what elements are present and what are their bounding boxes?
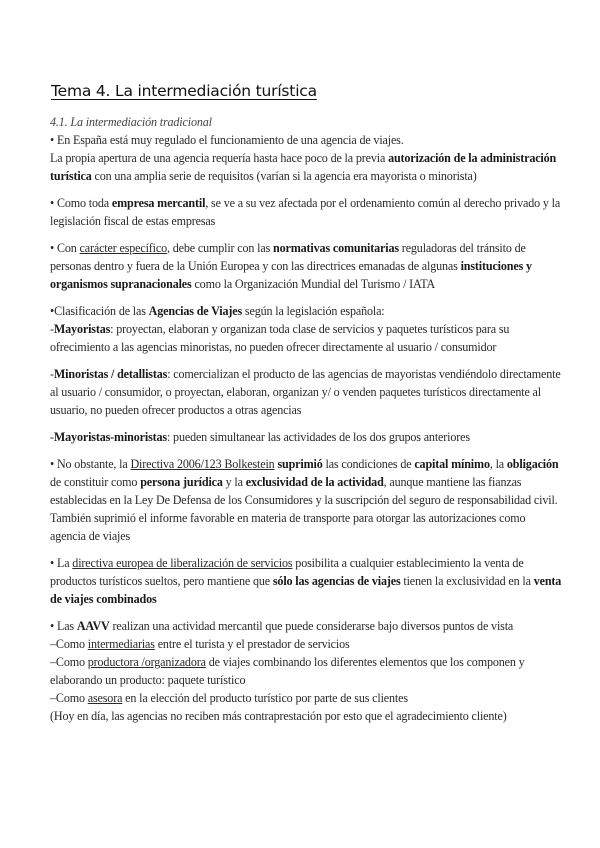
paragraph-minoristas <box>50 365 562 419</box>
text: - <box>50 322 54 336</box>
page-title: Tema 4. La intermediación turística <box>51 82 317 100</box>
text: , la <box>489 457 507 471</box>
text: de constituir como <box>50 475 141 489</box>
text: realizan una actividad mercantil que puede considerarse bajo diversos puntos de vista <box>109 619 514 633</box>
paragraph-liberalization <box>50 554 562 608</box>
text: • Como toda <box>50 196 112 210</box>
text: •Clasificación de las <box>50 304 149 318</box>
underlined-text: directiva europea de liberalización de servicios <box>72 556 293 570</box>
text: La propia apertura de una agencia requería hasta hace poco de la previa <box>50 151 389 165</box>
text: (Hoy en día, las agencias no reciben más contraprestación por esto que el agradecimiento cliente) <box>50 709 507 723</box>
text: –Como <box>50 637 88 651</box>
text: - <box>50 367 54 381</box>
text: : comercializan el producto de las agencias de mayoristas vendiéndolo directamente al usuario / consumidor, o proyectan, elaboran, organizan y/ o venden paquetes turísticos directamente al usuario, no pueden ofrecer productos a otras agencias <box>50 367 561 417</box>
bold-text: empresa mercantil <box>111 196 206 210</box>
paragraph-regulation <box>50 131 562 185</box>
bold-text: suprimió <box>277 457 323 471</box>
bold-text: Minoristas / detallistas <box>53 367 168 381</box>
text: • En España está muy regulado el funcionamiento de una agencia de viajes. <box>50 133 404 147</box>
text: con una amplia serie de requisitos (varían si la agencia era mayorista o minorista) <box>91 169 477 183</box>
underlined-text: Directiva 2006/123 Bolkestein <box>130 457 275 471</box>
underlined-text: productora /organizadora <box>87 655 206 669</box>
text: - <box>50 430 54 444</box>
text: : proyectan, elaboran y organizan toda clase de servicios y paquetes turísticos para su ofrecimiento a las agencias minoristas, no pueden ofrecer directamente al usuario / consumidor <box>50 322 510 354</box>
bold-text: venta de viajes combinados <box>50 574 562 606</box>
text: : pueden simultanear las actividades de los dos grupos anteriores <box>166 430 470 444</box>
underlined-text: intermediarias <box>87 637 155 651</box>
section-subtitle: 4.1. La intermediación tradicional <box>50 115 212 129</box>
text: tienen la exclusividad en la <box>400 574 534 588</box>
paragraph-specific-character <box>50 239 562 293</box>
text: como la Organización Mundial del Turismo / IATA <box>191 277 436 291</box>
text: , aunque mantiene las fianzas establecidas en la Ley De Defensa de los Consumidores y la suscripción del seguro de responsabilidad civil. También suprimió el informe favorable en materia de transporte para otorgar las autorizaciones como agencia de viajes <box>50 475 558 543</box>
bold-text: persona jurídica <box>140 475 223 489</box>
bold-text: obligación <box>506 457 559 471</box>
text: • No obstante, la <box>50 457 131 471</box>
text: –Como <box>50 655 88 669</box>
underlined-text: carácter específico <box>79 241 167 255</box>
bold-text: AAVV <box>76 619 110 633</box>
text: , debe cumplir con las <box>167 241 274 255</box>
paragraph-aavv <box>50 617 562 725</box>
text: –Como <box>50 691 88 705</box>
paragraph-mercantile <box>50 194 562 230</box>
text: las condiciones de <box>322 457 415 471</box>
text: reguladoras del tránsito de personas dentro y fuera de la Unión Europea y con las directrices emanadas de algunas <box>50 241 526 273</box>
paragraph-classification <box>50 302 562 356</box>
underlined-text: asesora <box>87 691 123 705</box>
text: según la legislación española: <box>242 304 385 318</box>
bold-text: normativas comunitarias <box>273 241 399 255</box>
bold-text: autorización de la administración turística <box>50 151 557 183</box>
bold-text: capital mínimo <box>414 457 490 471</box>
paragraph-mayoristas-minoristas <box>50 428 562 446</box>
text: , se ve a su vez afectada por el ordenamiento común al derecho privado y la legislación fiscal de estas empresas <box>50 196 561 228</box>
bold-text: exclusividad de la actividad <box>245 475 384 489</box>
text: en la elección del producto turístico por parte de sus clientes <box>122 691 408 705</box>
text: de viajes combinando los diferentes elementos que los componen y elaborando un producto: paquete turístico <box>50 655 525 687</box>
document-body <box>50 113 562 725</box>
bold-text: sólo las agencias de viajes <box>272 574 401 588</box>
text: posibilita a cualquier establecimiento la venta de productos turísticos sueltos, pero mantiene que <box>50 556 524 588</box>
text: • La <box>50 556 73 570</box>
bold-text: instituciones y organismos supranacionales <box>50 259 532 291</box>
text: • Las <box>50 619 77 633</box>
text: • Con <box>50 241 80 255</box>
bold-text: Mayoristas-minoristas <box>53 430 167 444</box>
text: entre el turista y el prestador de servicios <box>154 637 350 651</box>
bold-text: Agencias de Viajes <box>148 304 243 318</box>
bold-text: Mayoristas <box>53 322 111 336</box>
text: y la <box>222 475 246 489</box>
paragraph-bolkestein <box>50 455 562 545</box>
